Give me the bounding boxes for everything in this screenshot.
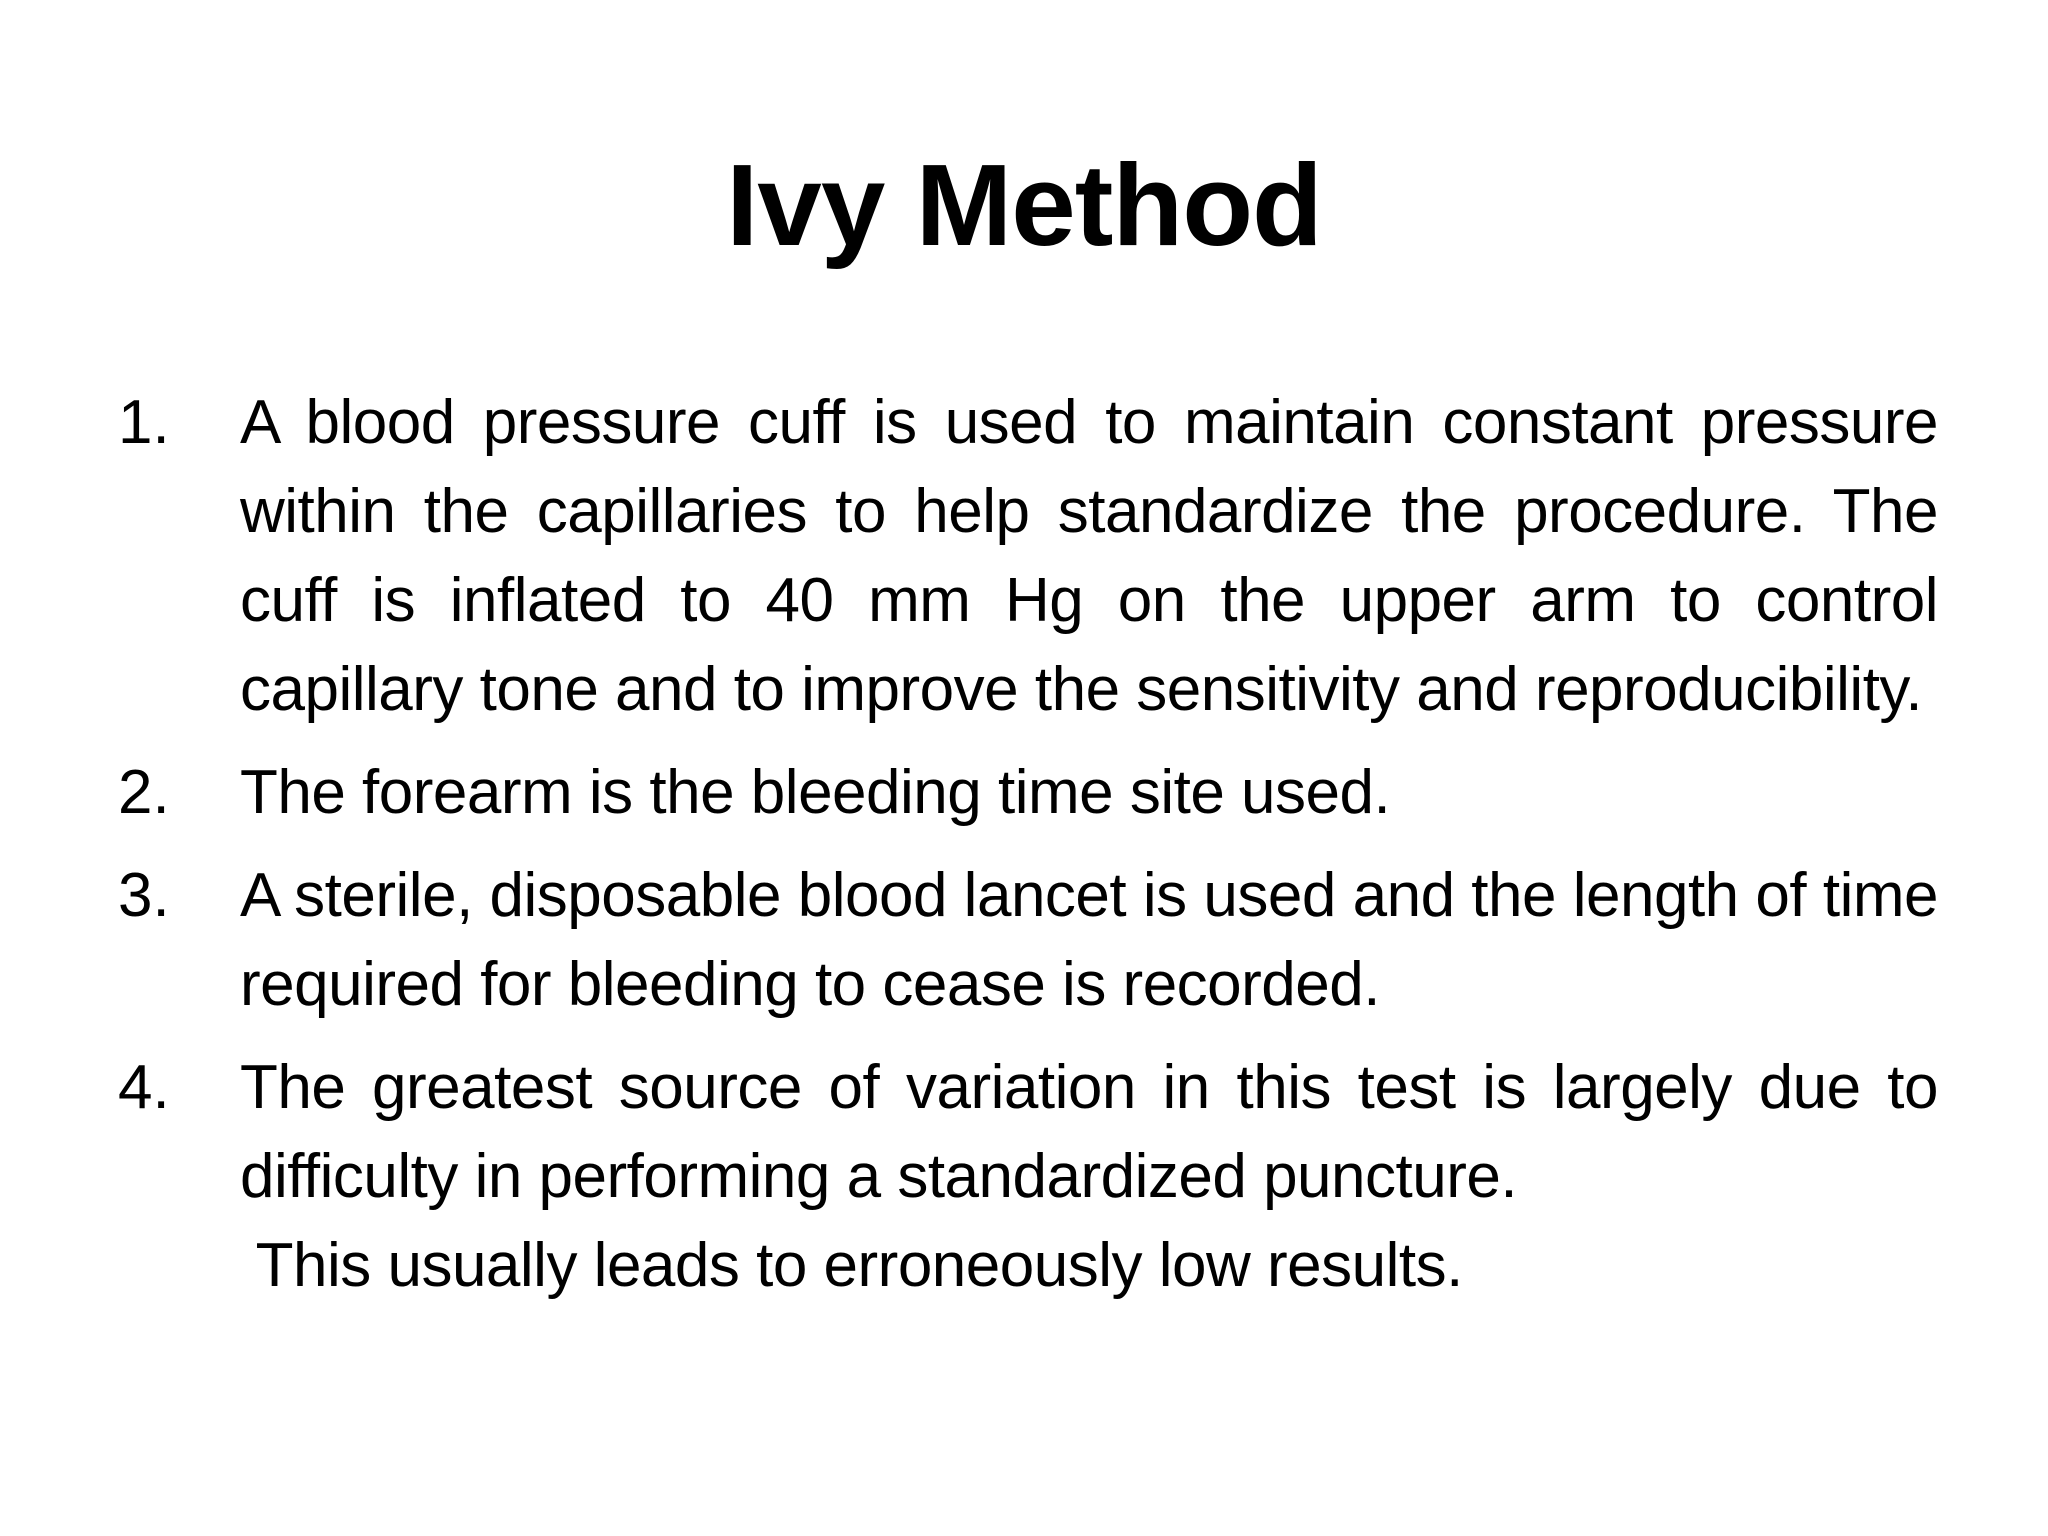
list-item-number: 4. xyxy=(118,1053,170,1122)
list-item xyxy=(118,1043,1938,1310)
list-item-number: 3. xyxy=(118,861,170,930)
list-item xyxy=(118,378,1938,734)
numbered-list xyxy=(118,378,1938,1324)
list-item xyxy=(118,851,1938,1029)
list-item-text: A sterile, disposable blood lancet is used and the length of time required for bleeding to cease is recorded. xyxy=(240,861,1938,1019)
list-item-number: 2. xyxy=(118,758,170,827)
list-item-text: The forearm is the bleeding time site used. xyxy=(240,758,1391,827)
list-item-text: The greatest source of variation in this test is largely due to difficulty in performing a standardized puncture. xyxy=(240,1053,1938,1211)
list-item-text-continuation: This usually leads to erroneously low results. xyxy=(240,1231,1463,1300)
list-item-text: A blood pressure cuff is used to maintain constant pressure within the capillaries to help standardize the procedure. The cuff is inflated to 40 mm Hg on the upper arm to control capillary tone and to improve the sensitivity and reproducibility. xyxy=(240,388,1938,724)
list-item xyxy=(118,748,1938,837)
list-item-number: 1. xyxy=(118,388,170,457)
list-item-text-block xyxy=(240,1043,1938,1310)
slide-title: Ivy Method xyxy=(726,140,1322,270)
